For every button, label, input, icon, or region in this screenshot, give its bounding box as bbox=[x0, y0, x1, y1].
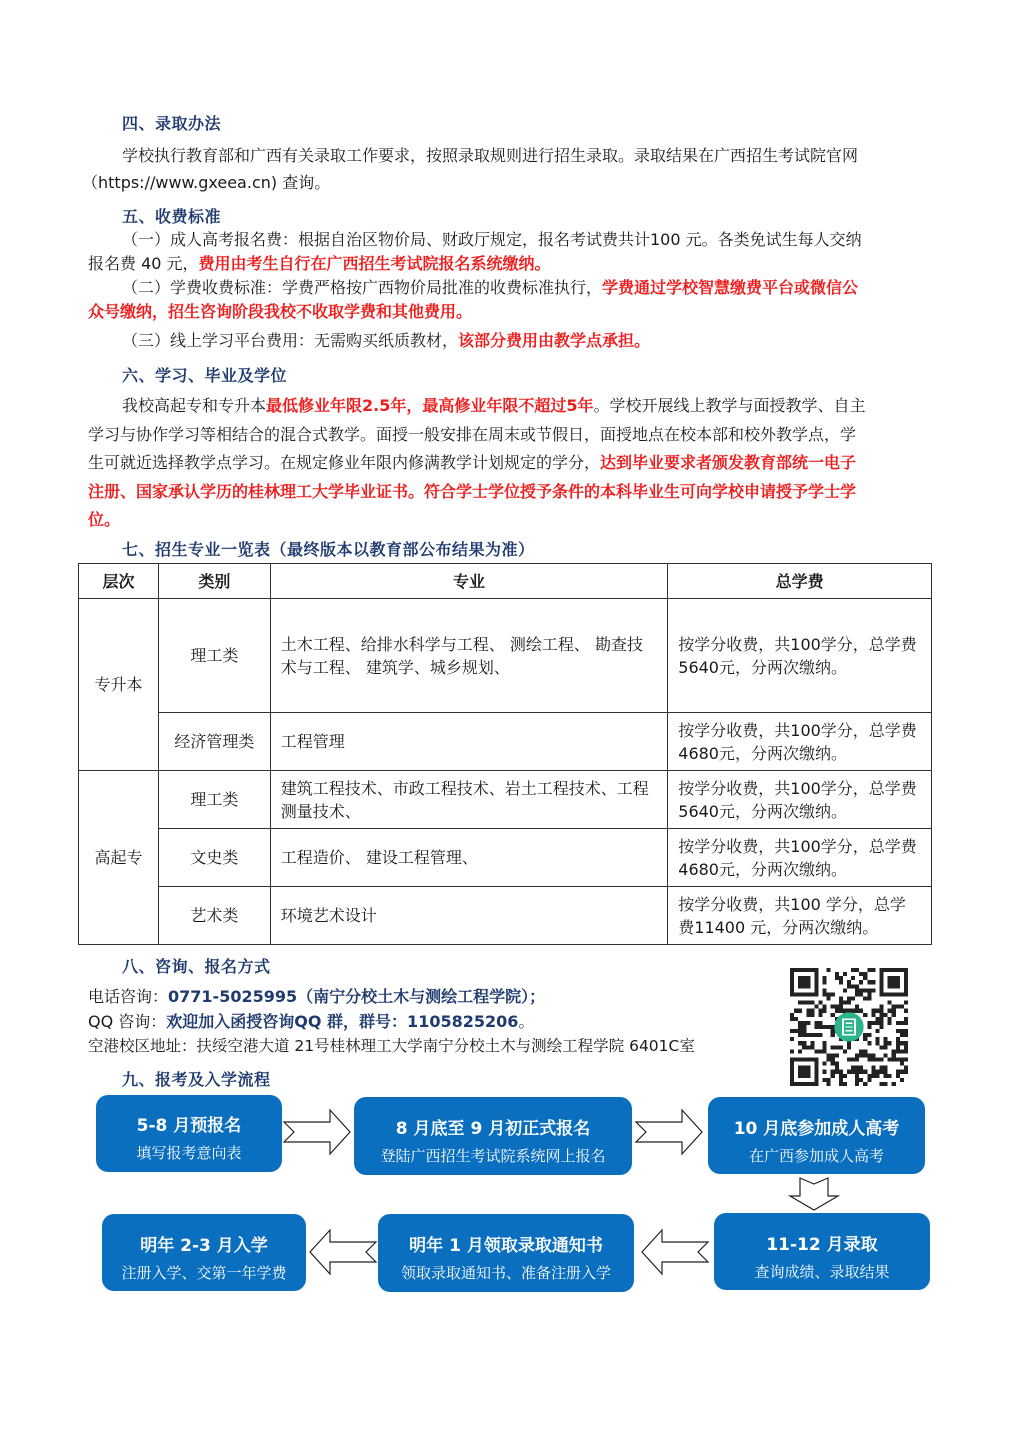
table-row bbox=[79, 887, 932, 945]
table-header-row bbox=[79, 564, 932, 599]
header-category: 类别 bbox=[158, 564, 270, 599]
arrow-right-icon bbox=[282, 1108, 352, 1156]
arrow-down-icon bbox=[788, 1176, 840, 1212]
category-cell: 文史类 bbox=[158, 829, 270, 887]
arrow-left-icon bbox=[640, 1228, 710, 1276]
arrow-left-icon bbox=[308, 1228, 378, 1276]
section-6-title: 六、学习、毕业及学位 bbox=[122, 366, 288, 385]
category-cell: 艺术类 bbox=[158, 887, 270, 945]
section-5-body: （一）成人高考报名费：根据自治区物价局、财政厅规定，报名考试费共计100 元。各类免试生每人交纳 报名费 40 元，费用由考生自行在广西招生考试院报名系统缴纳。 （二）学费收费标准：学费严格按广西物价局批准的收费标准执行，学费通过学校智慧缴费平台或微信公 众号缴纳，招生咨询阶段我校不收取学费和其他费用。 （三）线上学习平台费用：无需购买纸质教材，该部分费用由教学点承担。 bbox=[88, 228, 972, 353]
flow-step-2: 8 月底至 9 月初正式报名 登陆广西招生考试院系统网上报名 bbox=[354, 1097, 632, 1175]
table-row bbox=[79, 713, 932, 771]
section-7-title: 七、招生专业一览表（最终版本以教育部公布结果为准） bbox=[122, 540, 535, 559]
table-row bbox=[79, 599, 932, 713]
phone-number: 0771-5025995（南宁分校土木与测绘工程学院）； bbox=[168, 987, 546, 1006]
header-fee: 总学费 bbox=[668, 564, 932, 599]
category-cell: 经济管理类 bbox=[158, 713, 270, 771]
level-cell: 高起专 bbox=[79, 771, 159, 945]
category-cell: 理工类 bbox=[158, 771, 270, 829]
qq-line: QQ 咨询：欢迎加入函授咨询QQ 群，群号：1105825206。 bbox=[88, 1011, 535, 1031]
table-row bbox=[79, 771, 932, 829]
category-cell: 理工类 bbox=[158, 599, 270, 713]
majors-cell: 建筑工程技术、市政工程技术、岩土工程技术、工程测量技术、 bbox=[270, 771, 667, 829]
fee-item-3: （三）线上学习平台费用：无需购买纸质教材，该部分费用由教学点承担。 bbox=[122, 331, 651, 350]
majors-cell: 工程造价、 建设工程管理、 bbox=[270, 829, 667, 887]
fee-cell: 按学分收费，共100学分，总学费4680元，分两次缴纳。 bbox=[668, 713, 932, 771]
majors-table bbox=[78, 563, 932, 945]
fee-cell: 按学分收费，共100学分，总学费4680元，分两次缴纳。 bbox=[668, 829, 932, 887]
majors-cell: 土木工程、给排水科学与工程、 测绘工程、 勘查技术与工程、 建筑学、城乡规划、 bbox=[270, 599, 667, 713]
fee-item-2: （二）学费收费标准：学费严格按广西物价局批准的收费标准执行，学费通过学校智慧缴费平台或微信公 bbox=[122, 278, 859, 297]
flow-step-4: 11-12 月录取 查询成绩、录取结果 bbox=[714, 1213, 930, 1290]
section-6-body: 我校高起专和专升本最低修业年限2.5年，最高修业年限不超过5年。学校开展线上教学与面授教学、自主 学习与协作学习等相结合的混合式教学。面授一般安排在周末或节假日，面授地点在校本部和校外教学点，学 生可就近选择教学点学习。在规定修业年限内修满教学计划规定的学分，达到毕业要求者颁发教育部统一电子 注册、国家承认学历的桂林理工大学毕业证书。符合学士学位授予条件的本科毕业生可向学校申请授予学士学 位。 bbox=[88, 396, 866, 529]
phone-line: 电话咨询：0771-5025995（南宁分校土木与测绘工程学院）； bbox=[88, 987, 546, 1006]
fee-item-1: （一）成人高考报名费：根据自治区物价局、财政厅规定，报名考试费共计100 元。各类免试生每人交纳 bbox=[122, 230, 862, 249]
fee-cell: 按学分收费，共100学分，总学费5640元，分两次缴纳。 bbox=[668, 599, 932, 713]
qq-group: 欢迎加入函授咨询QQ 群，群号：1105825206 bbox=[166, 1011, 519, 1031]
section-4-body: 学校执行教育部和广西有关录取工作要求，按照录取规则进行招生录取。录取结果在广西招生考试院官网 （https://www.gxeea.cn) 查询。 bbox=[88, 142, 972, 196]
section-5-title: 五、收费标准 bbox=[122, 207, 222, 226]
fee-cell: 按学分收费，共100学分，总学费5640元，分两次缴纳。 bbox=[668, 771, 932, 829]
flow-step-6: 明年 2-3 月入学 注册入学、交第一年学费 bbox=[102, 1214, 306, 1291]
section-8-title: 八、咨询、报名方式 bbox=[122, 957, 271, 976]
flow-step-1: 5-8 月预报名 填写报考意向表 bbox=[96, 1095, 282, 1172]
level-cell: 专升本 bbox=[79, 599, 159, 771]
qr-code bbox=[790, 968, 908, 1086]
header-level: 层次 bbox=[79, 564, 159, 599]
arrow-right-icon bbox=[634, 1108, 704, 1156]
table-row bbox=[79, 829, 932, 887]
flow-step-5: 明年 1 月领取录取通知书 领取录取通知书、准备注册入学 bbox=[378, 1214, 634, 1292]
majors-cell: 工程管理 bbox=[270, 713, 667, 771]
section-4-title: 四、录取办法 bbox=[122, 114, 222, 133]
header-majors: 专业 bbox=[270, 564, 667, 599]
gxeea-link-line: （https://www.gxeea.cn) 查询。 bbox=[82, 173, 331, 192]
fee-cell: 按学分收费，共100 学分，总学费11400 元，分两次缴纳。 bbox=[668, 887, 932, 945]
address-line: 空港校区地址：扶绥空港大道 21号桂林理工大学南宁分校土木与测绘工程学院 6401C室 bbox=[88, 1037, 695, 1055]
contact-info bbox=[88, 985, 788, 1059]
majors-cell: 环境艺术设计 bbox=[270, 887, 667, 945]
section-9-title: 九、报考及入学流程 bbox=[122, 1070, 271, 1089]
flow-step-3: 10 月底参加成人高考 在广西参加成人高考 bbox=[708, 1097, 925, 1174]
